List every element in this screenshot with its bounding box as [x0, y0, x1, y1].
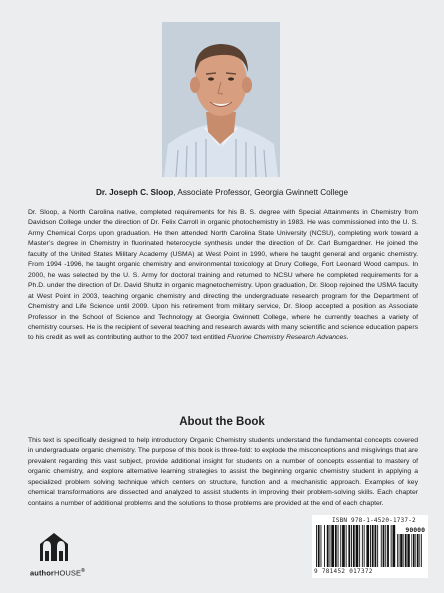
author-caption	[0, 188, 444, 197]
about-text: This text is specifically designed to help introductory Organic Chemistry students understand the fundamental concepts covered in undergraduate organic chemistry. The purpose of this book is three-fold: to explode the misconceptions and misgivings that are prevalent regarding this vast subject, provide additional insight for students on a number of concepts essential to mastery of organic chemistry, and explore alternative learning strategies to assist the beginning organic chemistry student in applying a specialized problem solving technique which centers on structure, function and a mechanistic approach. Examples of key chemical transformations are dissected and analyzed to assist students in improving their problem-solving skills. Each chapter contains a number of additional problems and the solutions to those problems are provided at the end of each chapter.	[28, 437, 418, 507]
about-heading: About the Book	[179, 416, 265, 428]
publisher-logo	[30, 530, 90, 582]
isbn-text: ISBN 978-1-4520-1737-2	[332, 517, 416, 524]
publisher-house-icon	[37, 530, 71, 564]
publisher-name: authorHOUSE®	[30, 568, 85, 578]
barcode-digits: 9 781452 017372	[314, 568, 373, 575]
price-code: 90000	[405, 526, 425, 534]
bio-end: .	[346, 334, 349, 342]
bio-book-title: Fluorine Chemistry Research Advances	[227, 334, 347, 342]
barcode	[312, 515, 428, 578]
author-bio	[28, 208, 418, 344]
author-photo	[162, 22, 280, 177]
author-title: , Associate Professor, Georgia Gwinnett College	[173, 188, 349, 197]
author-name: Dr. Joseph C. Sloop	[95, 188, 174, 197]
bio-text: Dr. Sloop, a North Carolina native, completed requirements for his B. S. degree with Special Attainments in Chemistry from Davidson College under the direction of Dr. Felix Carroll in organic photochemistry in 1983. He was commissioned into the U. S. Army Chemical Corps upon graduation. He then attended North Carolina State University (NCSU), completing work toward a Master’s degree in Chemistry in fluorinated heterocycle synthesis under the direction of Dr. Carl Bumgardner. He joined the faculty of the United States Military Academy (USMA) at West Point in 1990, where he taught general and organic chemistry. From 1994 -1996, he taught organic chemistry and environmental toxicology at Drury College, Fort Leonard Wood campus. In 2000, he was selected by the U. S. Army for doctoral training and returned to NCSU where he completed requirements for a Ph.D. under the direction of Dr. David Shultz in organic magnetochemistry. Upon graduation, Dr. Sloop rejoined the USMA faculty at West Point in 2003, teaching organic chemistry and directing the undergraduate research program for the Department of Chemistry and Life Science until 2009. Upon his retirement from military service, Dr. Sloop accepted a position as Associate Professor in the School of Science and Technology at Georgia Gwinnett College, where he currently teaches a variety of chemistry courses. He is the recipient of several teaching and research awards with many scientific and science education papers to his credit as well as contributing author to the 2007 text entitled	[28, 209, 418, 342]
